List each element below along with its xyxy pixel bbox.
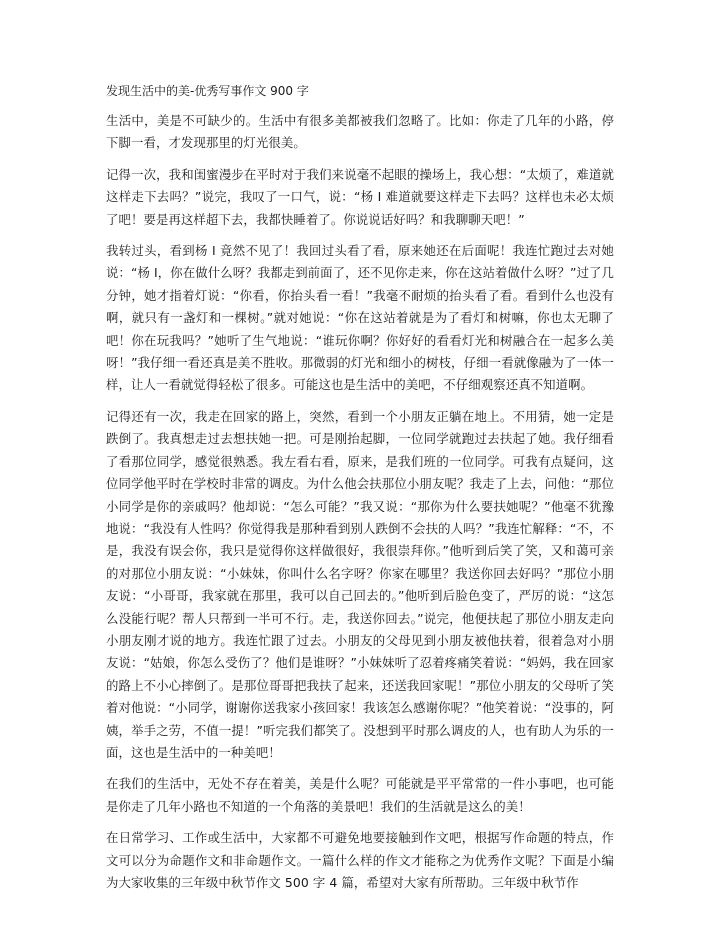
paragraph-6: 在日常学习、工作或生活中，大家都不可避免地要接触到作文吧，根据写作命题的特点，作文可以分为命题作文和非命题作文。一篇什么样的作文才能称之为优秀作文呢？下面是小编为大家收集的三年级中秋节作文 500 字 4 篇，希望对大家有所帮助。三年级中秋节作 bbox=[106, 830, 614, 890]
paragraph-1: 生活中，美是不可缺少的。生活中有很多美都被我们忽略了。比如：你走了几年的小路，停下脚一看，才发现那里的灯光很美。 bbox=[106, 113, 614, 151]
paragraph-2: 记得一次，我和闺蜜漫步在平时对于我们来说毫不起眼的操场上，我心想：“太烦了，难道就这样走下去吗？”说完，我叹了一口气，说：“杨 I 难道就要这样走下去吗？这样也未必太烦了吧！要是再这样超下去，我都快睡着了。你说说话好吗？和我聊聊天吧！” bbox=[106, 166, 614, 227]
paragraph-4: 记得还有一次，我走在回家的路上，突然，看到一个小朋友正躺在地上。不用猜，她一定是跌倒了。我真想走过去想扶她一把。可是刚抬起脚，一位同学就跑过去扶起了她。我仔细看了看那位同学，感觉很熟悉。我左看右看，原来，是我们班的一位同学。可我有点疑问，这位同学他平时在学校时非常的调皮。为什么他会扶那位小朋友呢？我走了上去，问他：“那位小同学是你的亲戚吗？他却说：“怎么可能？”我又说：“那你为什么要扶她呢？”他毫不犹豫地说：“我没有人性吗？你觉得我是那种看到别人跌倒不会扶的人吗？”我连忙解释：“不，不是，我没有误会你，我只是觉得你这样做很好，我很崇拜你。”他听到后笑了笑，又和蔼可亲的对那位小朋友说：“小妹妹，你叫什么名字呀？你家在哪里？我送你回去好吗？”那位小朋友说：“小哥哥，我家就在那里，我可以自己回去的。”他听到后脸色变了，严厉的说：“这怎么没能行呢？帮人只帮到一半可不行。走，我送你回去。”说完，他便扶起了那位小朋友走向小朋友刚才说的地方。我连忙跟了过去。小朋友的父母见到小朋友被他扶着，很着急对小朋友说：“姑娘，你怎么受伤了？他们是谁呀？”小妹妹听了忍着疼痛笑着说：“妈妈，我在回家的路上不小心摔倒了。是那位哥哥把我扶了起来，还送我回家呢！”那位小朋友的父母听了笑着对他说：“小同学，谢谢你送我家小孩回家！我该怎么感谢你呢？”他笑着说：“没事的，阿姨，举手之劳，不值一提！”听完我们都笑了。没想到平时那么调皮的人，也有助人为乐的一面，这也是生活中的一种美吧！ bbox=[106, 408, 614, 760]
paragraph-5: 在我们的生活中，无处不存在着美，美是什么呢？可能就是平平常常的一件小事吧，也可能是你走了几年小路也不知道的一个角落的美景吧！我们的生活就是这么的美！ bbox=[106, 776, 614, 814]
document-title: 发现生活中的美-优秀写事作文 900 字 bbox=[106, 84, 309, 98]
paragraph-3: 我转过头，看到杨 I 竟然不见了！我回过头看了看，原来她还在后面呢！我连忙跑过去对她说：“杨 I，你在做什么呀？我都走到前面了，还不见你走来，你在这站着做什么呀？”过了几分钟，她才指着灯说：“你看，你抬头看一看！”我毫不耐烦的抬头看了看。看到什么也没有啊，就只有一盏灯和一棵树。”就对她说：“你在这站着就是为了看灯和树嘛，你也太无聊了吧！你在玩我吗？”她听了生气地说：“谁玩你啊？你好好的看看灯光和树融合在一起多么美呀！”我仔细一看还真是美不胜收。那微弱的灯光和细小的树枝，仔细一看就像融为了一体一样，让人一看就觉得轻松了很多。可能这也是生活中的美吧，不仔细观察还真不知道啊。 bbox=[106, 243, 614, 393]
